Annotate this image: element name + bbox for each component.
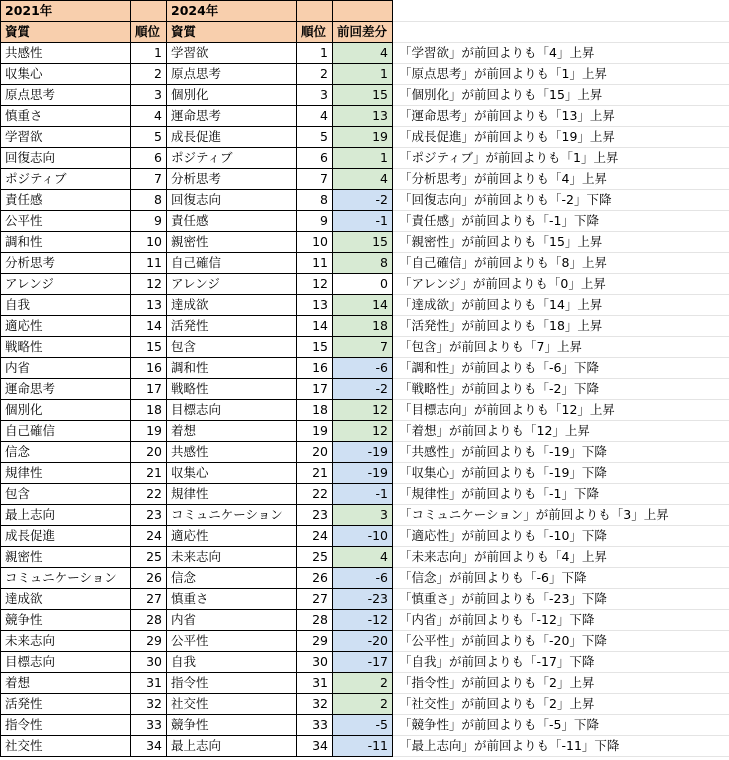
rank-2021-cell[interactable]: 31 (131, 673, 167, 694)
rank-2021-cell[interactable]: 11 (131, 253, 167, 274)
rank-2021-cell[interactable]: 30 (131, 652, 167, 673)
rank-2021-cell[interactable]: 24 (131, 526, 167, 547)
rank-2021-cell[interactable]: 22 (131, 484, 167, 505)
rank-2024-cell[interactable]: 9 (297, 211, 333, 232)
table-row (1, 673, 729, 694)
trait-2021-cell[interactable]: 個別化 (1, 400, 131, 421)
rank-2021-cell[interactable]: 17 (131, 379, 167, 400)
trait-2021-cell[interactable]: 責任感 (1, 190, 131, 211)
note-cell[interactable]: 「未来志向」が前回よりも「4」上昇 (393, 547, 729, 568)
column-header-rank-2021[interactable]: 順位 (131, 22, 167, 43)
trait-2021-cell[interactable]: 原点思考 (1, 85, 131, 106)
note-cell[interactable]: 「競争性」が前回よりも「-5」下降 (393, 715, 729, 736)
note-cell[interactable]: 「個別化」が前回よりも「15」上昇 (393, 85, 729, 106)
trait-2024-cell[interactable]: 競争性 (167, 715, 297, 736)
rank-2024-cell[interactable]: 28 (297, 610, 333, 631)
trait-2024-cell[interactable]: 成長促進 (167, 127, 297, 148)
table-row (1, 652, 729, 673)
sheet-body (1, 1, 729, 757)
rank-2024-cell[interactable]: 6 (297, 148, 333, 169)
table-row (1, 106, 729, 127)
table-row (1, 148, 729, 169)
table-row (1, 211, 729, 232)
note-cell[interactable]: 「適応性」が前回よりも「-10」下降 (393, 526, 729, 547)
table-row (1, 484, 729, 505)
table-row (1, 526, 729, 547)
trait-2024-cell[interactable]: 内省 (167, 610, 297, 631)
diff-cell[interactable]: 4 (333, 43, 393, 64)
trait-2021-cell[interactable]: 信念 (1, 442, 131, 463)
rank-2021-cell[interactable]: 9 (131, 211, 167, 232)
trait-2021-cell[interactable]: 公平性 (1, 211, 131, 232)
rank-2024-cell[interactable]: 19 (297, 421, 333, 442)
trait-2024-cell[interactable]: 着想 (167, 421, 297, 442)
year-2021-spacer-cell[interactable] (131, 1, 167, 22)
trait-2024-cell[interactable]: 親密性 (167, 232, 297, 253)
note-cell[interactable]: 「包含」が前回よりも「7」上昇 (393, 337, 729, 358)
note-cell[interactable]: 「原点思考」が前回よりも「1」上昇 (393, 64, 729, 85)
trait-2024-cell[interactable]: ポジティブ (167, 148, 297, 169)
trait-2021-cell[interactable]: ポジティブ (1, 169, 131, 190)
rank-2024-cell[interactable]: 12 (297, 274, 333, 295)
trait-2021-cell[interactable]: 自己確信 (1, 421, 131, 442)
trait-2024-cell[interactable]: 個別化 (167, 85, 297, 106)
rank-2024-cell[interactable]: 7 (297, 169, 333, 190)
note-cell[interactable]: 「自己確信」が前回よりも「8」上昇 (393, 253, 729, 274)
trait-2021-cell[interactable]: 親密性 (1, 547, 131, 568)
note-cell[interactable]: 「運命思考」が前回よりも「13」上昇 (393, 106, 729, 127)
trait-2021-cell[interactable]: 共感性 (1, 43, 131, 64)
table-row (1, 589, 729, 610)
rank-2024-cell[interactable]: 2 (297, 64, 333, 85)
note-cell[interactable]: 「規律性」が前回よりも「-1」下降 (393, 484, 729, 505)
rank-2021-cell[interactable]: 18 (131, 400, 167, 421)
note-cell[interactable]: 「アレンジ」が前回よりも「0」上昇 (393, 274, 729, 295)
diff-cell[interactable]: 15 (333, 85, 393, 106)
diff-cell[interactable]: -6 (333, 568, 393, 589)
trait-2024-cell[interactable]: 未来志向 (167, 547, 297, 568)
year-2024-spacer-cell[interactable] (297, 1, 333, 22)
table-row (1, 295, 729, 316)
trait-2021-cell[interactable]: 最上志向 (1, 505, 131, 526)
table-row (1, 400, 729, 421)
trait-2021-cell[interactable]: 着想 (1, 673, 131, 694)
note-cell[interactable]: 「分析思考」が前回よりも「4」上昇 (393, 169, 729, 190)
table-row (1, 715, 729, 736)
rank-2024-cell[interactable]: 14 (297, 316, 333, 337)
table-row (1, 442, 729, 463)
trait-2024-cell[interactable]: 公平性 (167, 631, 297, 652)
trait-2024-cell[interactable]: 共感性 (167, 442, 297, 463)
trait-2021-cell[interactable]: 自我 (1, 295, 131, 316)
table-row (1, 43, 729, 64)
rank-2021-cell[interactable]: 5 (131, 127, 167, 148)
trait-2024-cell[interactable]: 運命思考 (167, 106, 297, 127)
trait-2024-cell[interactable]: 調和性 (167, 358, 297, 379)
diff-cell[interactable]: 1 (333, 148, 393, 169)
rank-2021-cell[interactable]: 8 (131, 190, 167, 211)
rank-2024-cell[interactable]: 34 (297, 736, 333, 757)
rank-2024-cell[interactable]: 32 (297, 694, 333, 715)
note-cell[interactable]: 「最上志向」が前回よりも「-11」下降 (393, 736, 729, 757)
trait-2024-cell[interactable]: 分析思考 (167, 169, 297, 190)
table-row (1, 421, 729, 442)
note-cell[interactable]: 「信念」が前回よりも「-6」下降 (393, 568, 729, 589)
diff-cell[interactable]: 7 (333, 337, 393, 358)
rank-2021-cell[interactable]: 26 (131, 568, 167, 589)
rank-2021-cell[interactable]: 34 (131, 736, 167, 757)
table-row (1, 463, 729, 484)
diff-cell[interactable]: -11 (333, 736, 393, 757)
rank-2021-cell[interactable]: 25 (131, 547, 167, 568)
rank-2024-cell[interactable]: 33 (297, 715, 333, 736)
header-row (1, 22, 729, 43)
diff-cell[interactable]: 15 (333, 232, 393, 253)
rank-2024-cell[interactable]: 11 (297, 253, 333, 274)
diff-cell[interactable]: 3 (333, 505, 393, 526)
diff-cell[interactable]: -10 (333, 526, 393, 547)
diff-cell[interactable]: 2 (333, 673, 393, 694)
trait-2021-cell[interactable]: 規律性 (1, 463, 131, 484)
diff-cell[interactable]: 13 (333, 106, 393, 127)
rank-2024-cell[interactable]: 4 (297, 106, 333, 127)
column-header-trait-2021[interactable]: 資質 (1, 22, 131, 43)
trait-2024-cell[interactable]: 学習欲 (167, 43, 297, 64)
trait-2024-cell[interactable]: 指令性 (167, 673, 297, 694)
diff-cell[interactable]: 4 (333, 547, 393, 568)
trait-2021-cell[interactable]: 適応性 (1, 316, 131, 337)
diff-cell[interactable]: 2 (333, 694, 393, 715)
trait-2024-cell[interactable]: 最上志向 (167, 736, 297, 757)
rank-2021-cell[interactable]: 14 (131, 316, 167, 337)
rank-2021-cell[interactable]: 23 (131, 505, 167, 526)
table-row (1, 85, 729, 106)
rank-2024-cell[interactable]: 3 (297, 85, 333, 106)
empty-cell[interactable] (393, 1, 729, 22)
rank-2021-cell[interactable]: 15 (131, 337, 167, 358)
note-cell[interactable]: 「コミュニケーション」が前回よりも「3」上昇 (393, 505, 729, 526)
diff-cell[interactable]: -20 (333, 631, 393, 652)
trait-2024-cell[interactable]: 包含 (167, 337, 297, 358)
table-row (1, 379, 729, 400)
trait-2024-cell[interactable]: 自我 (167, 652, 297, 673)
rank-2024-cell[interactable]: 18 (297, 400, 333, 421)
note-cell[interactable]: 「社交性」が前回よりも「2」上昇 (393, 694, 729, 715)
column-header-diff[interactable]: 前回差分 (333, 22, 393, 43)
note-cell[interactable]: 「調和性」が前回よりも「-6」下降 (393, 358, 729, 379)
trait-2021-cell[interactable]: 指令性 (1, 715, 131, 736)
diff-cell[interactable]: 19 (333, 127, 393, 148)
table-row (1, 190, 729, 211)
trait-2021-cell[interactable]: 包含 (1, 484, 131, 505)
diff-cell[interactable]: 12 (333, 400, 393, 421)
rank-2024-cell[interactable]: 5 (297, 127, 333, 148)
note-cell[interactable]: 「共感性」が前回よりも「-19」下降 (393, 442, 729, 463)
table-row (1, 274, 729, 295)
note-cell[interactable]: 「学習欲」が前回よりも「4」上昇 (393, 43, 729, 64)
trait-2021-cell[interactable]: 未来志向 (1, 631, 131, 652)
year-diff-spacer-cell[interactable] (333, 1, 393, 22)
table-row (1, 694, 729, 715)
rank-2021-cell[interactable]: 20 (131, 442, 167, 463)
table-row (1, 169, 729, 190)
table-row (1, 610, 729, 631)
trait-2021-cell[interactable]: 競争性 (1, 610, 131, 631)
trait-2024-cell[interactable]: 規律性 (167, 484, 297, 505)
rank-2021-cell[interactable]: 19 (131, 421, 167, 442)
rank-2024-cell[interactable]: 31 (297, 673, 333, 694)
column-header-trait-2024[interactable]: 資質 (167, 22, 297, 43)
trait-2021-cell[interactable]: 社交性 (1, 736, 131, 757)
trait-2021-cell[interactable]: コミュニケーション (1, 568, 131, 589)
note-cell[interactable]: 「慎重さ」が前回よりも「-23」下降 (393, 589, 729, 610)
table-row (1, 547, 729, 568)
note-cell[interactable]: 「自我」が前回よりも「-17」下降 (393, 652, 729, 673)
note-cell[interactable]: 「ポジティブ」が前回よりも「1」上昇 (393, 148, 729, 169)
rank-2024-cell[interactable]: 20 (297, 442, 333, 463)
rank-2021-cell[interactable]: 29 (131, 631, 167, 652)
diff-cell[interactable]: -6 (333, 358, 393, 379)
rank-2024-cell[interactable]: 23 (297, 505, 333, 526)
trait-2024-cell[interactable]: 収集心 (167, 463, 297, 484)
note-cell[interactable]: 「内省」が前回よりも「-12」下降 (393, 610, 729, 631)
diff-cell[interactable]: -19 (333, 463, 393, 484)
trait-2024-cell[interactable]: 原点思考 (167, 64, 297, 85)
diff-cell[interactable]: -17 (333, 652, 393, 673)
note-cell[interactable]: 「活発性」が前回よりも「18」上昇 (393, 316, 729, 337)
rank-2024-cell[interactable]: 24 (297, 526, 333, 547)
note-cell[interactable]: 「戦略性」が前回よりも「-2」下降 (393, 379, 729, 400)
rank-2024-cell[interactable]: 21 (297, 463, 333, 484)
rank-2024-cell[interactable]: 10 (297, 232, 333, 253)
table-row (1, 337, 729, 358)
trait-2021-cell[interactable]: 回復志向 (1, 148, 131, 169)
diff-cell[interactable]: 8 (333, 253, 393, 274)
rank-2024-cell[interactable]: 16 (297, 358, 333, 379)
trait-2024-cell[interactable]: 適応性 (167, 526, 297, 547)
trait-2024-cell[interactable]: 社交性 (167, 694, 297, 715)
diff-cell[interactable]: -1 (333, 211, 393, 232)
rank-2021-cell[interactable]: 7 (131, 169, 167, 190)
rank-2024-cell[interactable]: 29 (297, 631, 333, 652)
rank-2021-cell[interactable]: 28 (131, 610, 167, 631)
trait-2024-cell[interactable]: 戦略性 (167, 379, 297, 400)
rank-2021-cell[interactable]: 12 (131, 274, 167, 295)
trait-2021-cell[interactable]: 収集心 (1, 64, 131, 85)
trait-2021-cell[interactable]: 達成欲 (1, 589, 131, 610)
trait-2021-cell[interactable]: 成長促進 (1, 526, 131, 547)
table-row (1, 631, 729, 652)
trait-2021-cell[interactable]: 内省 (1, 358, 131, 379)
diff-cell[interactable]: 4 (333, 169, 393, 190)
column-header-rank-2024[interactable]: 順位 (297, 22, 333, 43)
trait-2021-cell[interactable]: 分析思考 (1, 253, 131, 274)
note-cell[interactable]: 「着想」が前回よりも「12」上昇 (393, 421, 729, 442)
trait-2021-cell[interactable]: 目標志向 (1, 652, 131, 673)
empty-cell[interactable] (393, 22, 729, 43)
year-2021-cell[interactable]: 2021年 (1, 1, 131, 22)
diff-cell[interactable]: -19 (333, 442, 393, 463)
rank-2024-cell[interactable]: 25 (297, 547, 333, 568)
year-2024-cell[interactable]: 2024年 (167, 1, 297, 22)
trait-2024-cell[interactable]: 活発性 (167, 316, 297, 337)
table-row (1, 505, 729, 526)
diff-cell[interactable]: 1 (333, 64, 393, 85)
trait-2021-cell[interactable]: 戦略性 (1, 337, 131, 358)
trait-2024-cell[interactable]: コミュニケーション (167, 505, 297, 526)
trait-2024-cell[interactable]: 慎重さ (167, 589, 297, 610)
table-row (1, 127, 729, 148)
rank-2021-cell[interactable]: 6 (131, 148, 167, 169)
diff-cell[interactable]: -23 (333, 589, 393, 610)
diff-cell[interactable]: -2 (333, 379, 393, 400)
note-cell[interactable]: 「達成欲」が前回よりも「14」上昇 (393, 295, 729, 316)
note-cell[interactable]: 「成長促進」が前回よりも「19」上昇 (393, 127, 729, 148)
rank-2021-cell[interactable]: 10 (131, 232, 167, 253)
table-row (1, 358, 729, 379)
rank-2024-cell[interactable]: 26 (297, 568, 333, 589)
trait-2024-cell[interactable]: アレンジ (167, 274, 297, 295)
diff-cell[interactable]: 14 (333, 295, 393, 316)
trait-2024-cell[interactable]: 責任感 (167, 211, 297, 232)
rank-2021-cell[interactable]: 1 (131, 43, 167, 64)
rank-2024-cell[interactable]: 1 (297, 43, 333, 64)
year-row (1, 1, 729, 22)
rank-2021-cell[interactable]: 21 (131, 463, 167, 484)
trait-2024-cell[interactable]: 自己確信 (167, 253, 297, 274)
note-cell[interactable]: 「回復志向」が前回よりも「-2」下降 (393, 190, 729, 211)
note-cell[interactable]: 「責任感」が前回よりも「-1」下降 (393, 211, 729, 232)
rank-2021-cell[interactable]: 32 (131, 694, 167, 715)
note-cell[interactable]: 「指令性」が前回よりも「2」上昇 (393, 673, 729, 694)
trait-2024-cell[interactable]: 回復志向 (167, 190, 297, 211)
table-row (1, 568, 729, 589)
diff-cell[interactable]: -2 (333, 190, 393, 211)
diff-cell[interactable]: 12 (333, 421, 393, 442)
rank-2024-cell[interactable]: 8 (297, 190, 333, 211)
rank-2024-cell[interactable]: 30 (297, 652, 333, 673)
rank-2024-cell[interactable]: 17 (297, 379, 333, 400)
table-row (1, 232, 729, 253)
rank-2024-cell[interactable]: 13 (297, 295, 333, 316)
trait-2024-cell[interactable]: 信念 (167, 568, 297, 589)
rank-2021-cell[interactable]: 16 (131, 358, 167, 379)
rank-2021-cell[interactable]: 4 (131, 106, 167, 127)
diff-cell[interactable]: -1 (333, 484, 393, 505)
diff-cell[interactable]: 0 (333, 274, 393, 295)
table-row (1, 736, 729, 757)
table-row (1, 64, 729, 85)
rank-2021-cell[interactable]: 13 (131, 295, 167, 316)
table-row (1, 316, 729, 337)
trait-2021-cell[interactable]: 学習欲 (1, 127, 131, 148)
note-cell[interactable]: 「公平性」が前回よりも「-20」下降 (393, 631, 729, 652)
note-cell[interactable]: 「目標志向」が前回よりも「12」上昇 (393, 400, 729, 421)
rank-2024-cell[interactable]: 27 (297, 589, 333, 610)
rank-2021-cell[interactable]: 33 (131, 715, 167, 736)
diff-cell[interactable]: -12 (333, 610, 393, 631)
diff-cell[interactable]: -5 (333, 715, 393, 736)
trait-2021-cell[interactable]: 運命思考 (1, 379, 131, 400)
trait-2021-cell[interactable]: 活発性 (1, 694, 131, 715)
trait-2021-cell[interactable]: アレンジ (1, 274, 131, 295)
trait-2024-cell[interactable]: 目標志向 (167, 400, 297, 421)
rank-2021-cell[interactable]: 27 (131, 589, 167, 610)
note-cell[interactable]: 「収集心」が前回よりも「-19」下降 (393, 463, 729, 484)
trait-2021-cell[interactable]: 慎重さ (1, 106, 131, 127)
rank-2021-cell[interactable]: 2 (131, 64, 167, 85)
note-cell[interactable]: 「親密性」が前回よりも「15」上昇 (393, 232, 729, 253)
rank-2024-cell[interactable]: 22 (297, 484, 333, 505)
diff-cell[interactable]: 18 (333, 316, 393, 337)
trait-2021-cell[interactable]: 調和性 (1, 232, 131, 253)
rank-2021-cell[interactable]: 3 (131, 85, 167, 106)
trait-2024-cell[interactable]: 達成欲 (167, 295, 297, 316)
rank-2024-cell[interactable]: 15 (297, 337, 333, 358)
table-row (1, 253, 729, 274)
